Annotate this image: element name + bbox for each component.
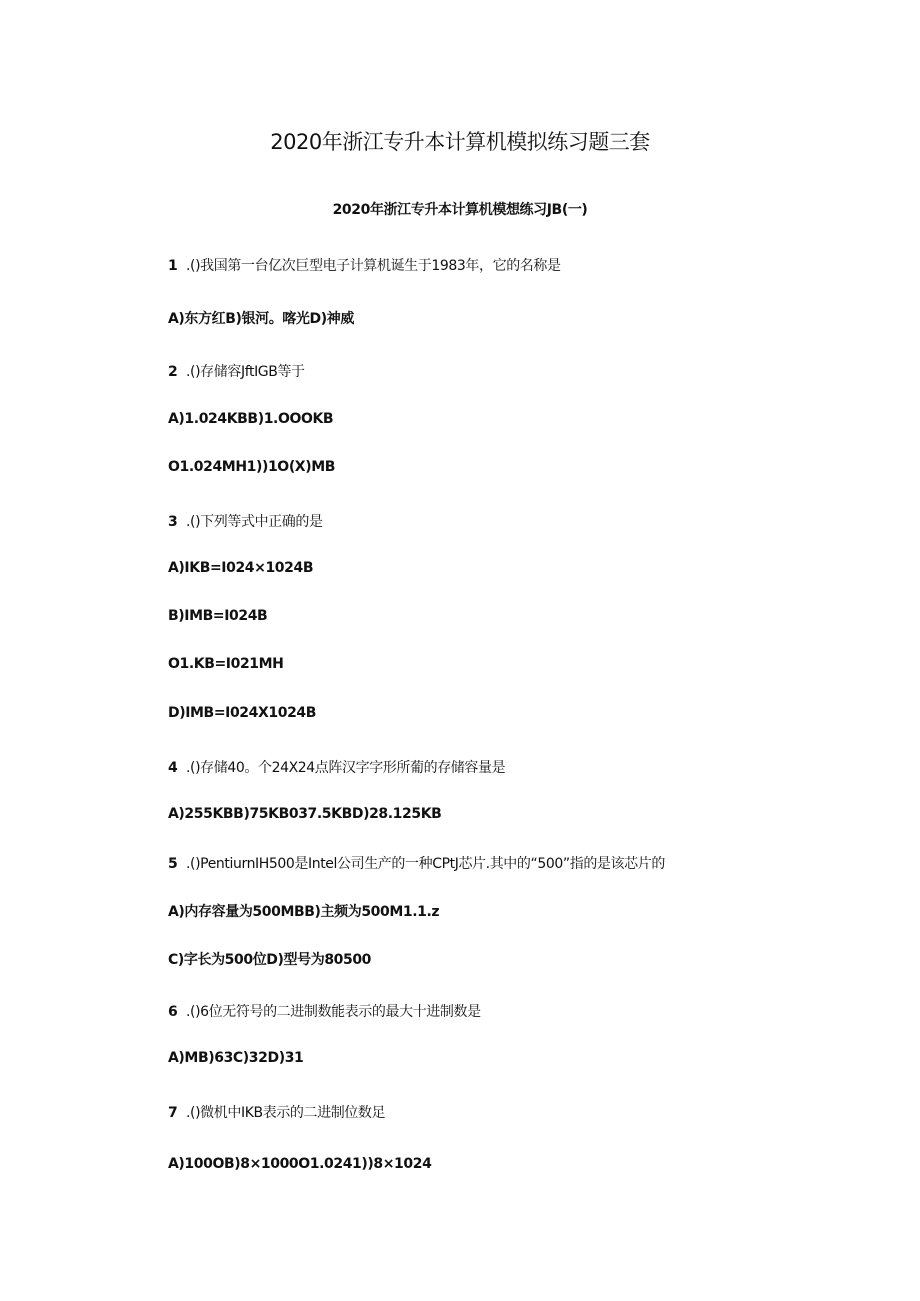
question-7 [168,1102,385,1122]
question-text: .()PentiurnIH500是Intel公司生产的一种CPtJ芯片.其中的“500”指的是该芯片的 [186,856,665,872]
question-2-options-a: A)1.024KBB)1.OOOKB [168,411,334,427]
question-number: 7 [168,1105,178,1121]
question-number: 6 [168,1004,178,1020]
question-4 [168,757,505,777]
question-6 [168,1001,481,1021]
question-3-option-a: A)IKB=I024×1024B [168,560,314,576]
question-5-options-a: A)内存容量为500MBB)主频为500M1.1.z [168,904,440,920]
question-text: .()我国第一台亿次巨型电子计算机诞生于1983年，它的名称是 [186,258,561,274]
question-5 [168,853,665,873]
question-text: .()存储40。个24X24点阵汉字字形所葡的存储容量是 [186,760,506,776]
question-1-options: A)东方红B)银河。喀光D)神威 [168,311,354,327]
question-number: 2 [168,364,178,380]
question-text: .()6位无符号的二进制数能表示的最大十进制数是 [186,1004,481,1020]
question-3-option-b: B)IMB=I024B [168,608,268,624]
document-title: 2020年浙江专升本计算机模拟练习题三套 [270,130,650,154]
question-number: 1 [168,258,178,274]
question-number: 5 [168,856,178,872]
question-7-options: A)100OB)8×1000O1.0241))8×1024 [168,1156,432,1172]
question-5-options-c: C)字长为500位D)型号为80500 [168,952,372,968]
question-6-options: A)MB)63C)32D)31 [168,1050,304,1066]
question-number: 4 [168,760,178,776]
question-text: .()微机中IKB表示的二进制位数足 [186,1105,386,1121]
question-text: .()存储容JftIGB等于 [186,364,305,380]
question-text: .()下列等式中正确的是 [186,514,323,530]
question-4-options: A)255KBB)75KB037.5KBD)28.125KB [168,806,442,822]
question-1 [168,255,561,275]
document-subtitle: 2020年浙江专升本计算机模想练习JB(一) [332,202,588,218]
question-2-options-c: O1.024MH1))1O(X)MB [168,459,336,475]
question-3 [168,511,323,531]
question-3-option-c: O1.KB=I021MH [168,656,284,672]
question-2 [168,361,305,381]
question-number: 3 [168,514,178,530]
question-3-option-d: D)IMB=I024X1024B [168,705,317,721]
